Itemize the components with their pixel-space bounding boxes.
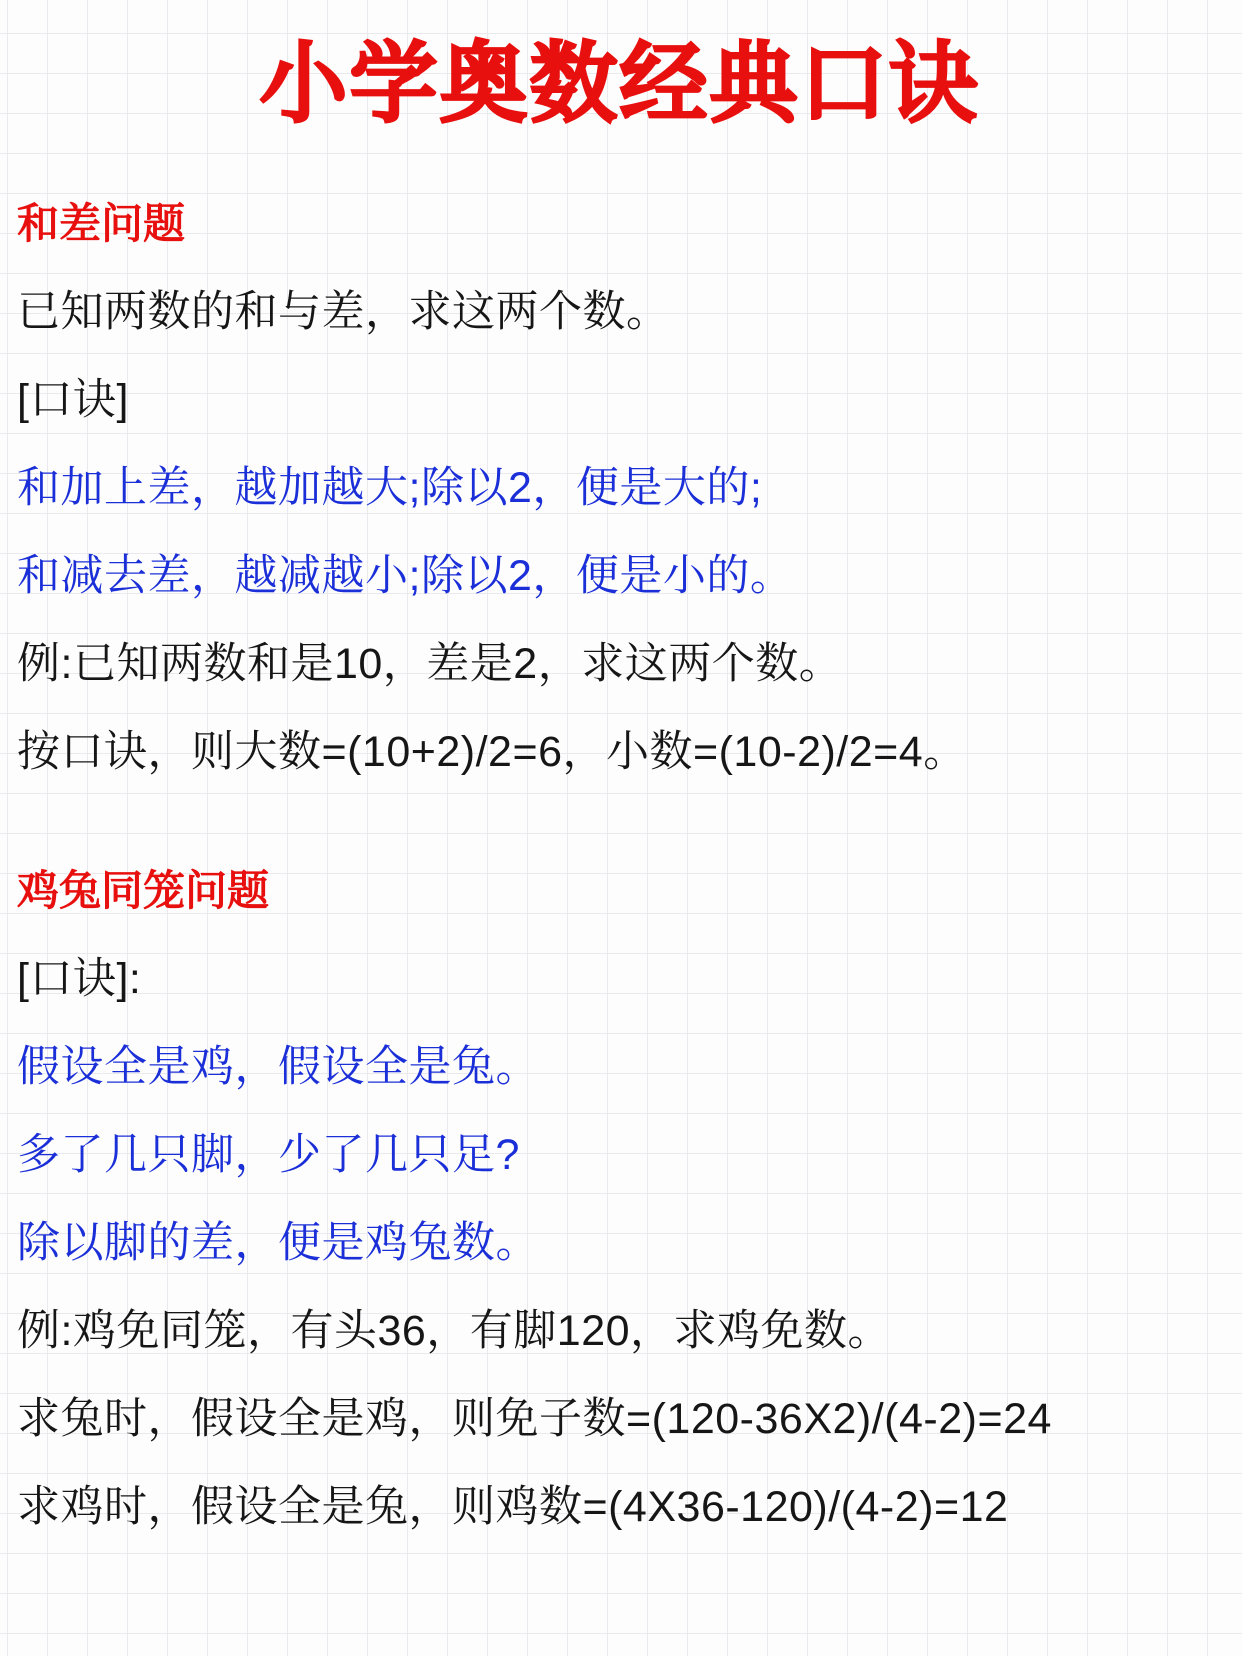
text-line: 和减去差，越减越小;除以2，便是小的。 [17,551,794,600]
page-title: 小学奥数经典口诀 [259,34,980,133]
text-line: 求兔时，假设全是鸡，则免子数=(120-36X2)/(4-2)=24 [17,1394,1052,1443]
text-line: 除以脚的差，便是鸡兔数。 [17,1218,539,1267]
text-line: 例:鸡免同笼，有头36，有脚120，求鸡免数。 [17,1306,892,1355]
topic-section [17,866,1222,1532]
section-heading: 鸡兔同笼问题 [17,866,270,914]
topic-section [17,199,1222,777]
text-line: [口诀] [17,375,129,424]
text-line: 已知两数的和与差，求这两个数。 [17,287,670,336]
section-heading: 和差问题 [17,199,186,247]
text-line: 按口诀，则大数=(10+2)/2=6，小数=(10-2)/2=4。 [17,727,967,776]
text-line: 例:已知两数和是10，差是2，求这两个数。 [17,639,843,688]
text-line: 假设全是鸡，假设全是兔。 [17,1042,539,1091]
text-line: [口诀]: [17,954,142,1003]
text-line: 和加上差，越加越大;除以2，便是大的; [17,463,763,512]
text-line: 多了几只脚，少了几只足? [17,1130,520,1179]
section-lines [17,954,1222,1532]
section-lines [17,287,1222,777]
text-line: 求鸡时，假设全是兔，则鸡数=(4X36-120)/(4-2)=12 [17,1482,1009,1531]
sections [17,199,1222,1532]
